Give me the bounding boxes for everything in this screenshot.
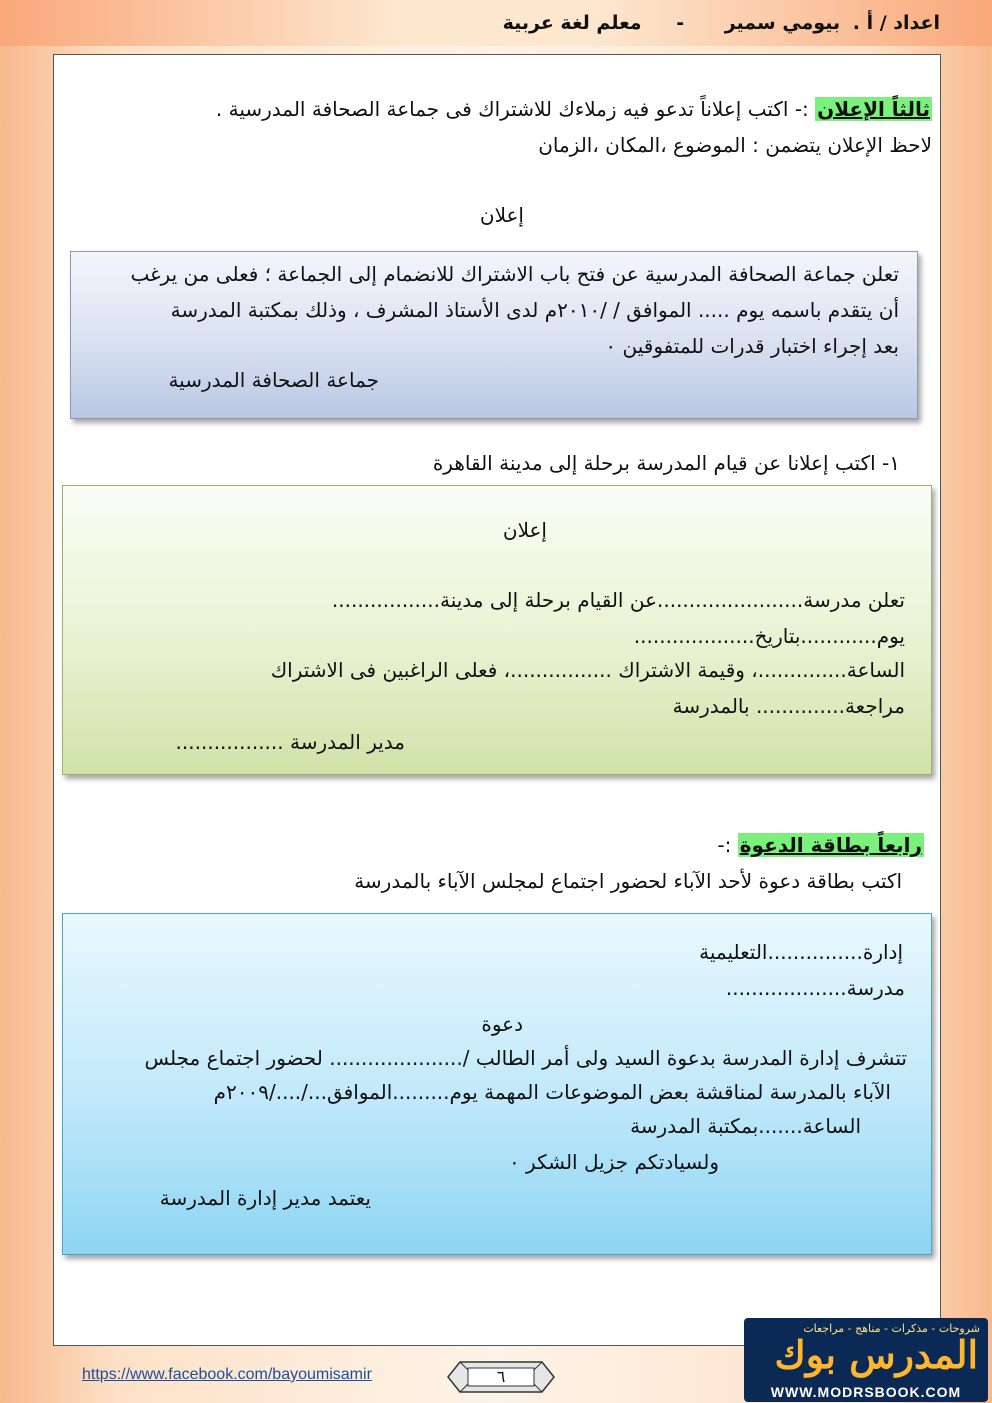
section3-instruction: اكتب إعلاناً تدعو فيه زملاءك للاشتراك فى جماعة الصحافة المدرسية . — [215, 97, 789, 121]
invitation-line-2: مدرسة................... — [725, 976, 905, 1000]
worksheet-page — [53, 54, 941, 1346]
exercise1-signature: مدير المدرسة ................. — [175, 730, 405, 754]
section3-heading: إعلان — [479, 203, 524, 227]
header-prefix: اعداد / أ . — [852, 12, 940, 34]
exercise1-line-2: يوم............بتاريخ................... — [633, 624, 905, 648]
announcement-example-box — [70, 251, 918, 419]
invitation-line-4: الآباء بالمدرسة لمناقشة بعض الموضوعات المهمة يوم.........الموافق.../..../٢٠٠٩م — [213, 1080, 891, 1104]
invitation-heading: دعوة — [481, 1012, 523, 1036]
invitation-line-5: الساعة.......بمكتبة المدرسة — [630, 1114, 861, 1138]
page-number-ribbon — [446, 1358, 556, 1396]
header-separator: - — [676, 12, 685, 34]
exercise1-instruction: ١- اكتب إعلانا عن قيام المدرسة برحلة إلى مدينة القاهرة — [432, 451, 900, 475]
box1-line-1: تعلن جماعة الصحافة المدرسية عن فتح باب الاشتراك للانضمام إلى الجماعة ؛ فعلى من يرغب — [130, 262, 899, 286]
header-name: بيومي سمير — [724, 12, 841, 34]
exercise1-line-1: تعلن مدرسة.......................عن القيام برحلة إلى مدينة................. — [331, 588, 905, 612]
modrsbook-logo — [744, 1318, 988, 1402]
header-role: معلم لغة عربية — [502, 12, 642, 34]
box1-signature: جماعة الصحافة المدرسية — [168, 368, 379, 392]
invitation-signature: يعتمد مدير إدارة المدرسة — [159, 1186, 371, 1210]
section4-title: رابعاً بطاقة الدعوة — [739, 833, 922, 857]
section4-title-suffix: :- — [717, 833, 732, 857]
logo-name: المدرس بوك — [774, 1332, 978, 1377]
box1-line-2: أن يتقدم باسمه يوم ..... الموافق / /٢٠١٠م لدى الأستاذ المشرف ، وذلك بمكتبة المدرسة — [170, 298, 899, 322]
page-number: ٦ — [496, 1367, 506, 1386]
section3-instruction-line — [216, 97, 932, 121]
section3-title-suffix: :- — [794, 97, 809, 121]
exercise1-line-4: مراجعة.............. بالمدرسة — [672, 694, 905, 718]
header-author-line — [497, 12, 940, 34]
exercise1-heading: إعلان — [502, 518, 547, 542]
section3-title: ثالثاً الإعلان — [817, 97, 930, 121]
logo-tagline: شروحات - مذكرات - مناهج - مراجعات — [803, 1322, 980, 1335]
section4-instruction: اكتب بطاقة دعوة لأحد الآباء لحضور اجتماع لمجلس الآباء بالمدرسة — [354, 869, 902, 893]
invitation-line-6: ولسيادتكم جزيل الشكر ٠ — [508, 1150, 719, 1174]
exercise1-line-3: الساعة..............، وقيمة الاشتراك ................، فعلى الراغبين فى الاشتراك — [270, 658, 905, 682]
section4-title-line — [717, 833, 924, 857]
box1-line-3: بعد إجراء اختبار قدرات للمتفوقين ٠ — [605, 334, 899, 358]
invitation-line-3: تتشرف إدارة المدرسة بدعوة السيد ولى أمر الطالب /..................... لحضور اجتماع مجلس — [144, 1046, 907, 1070]
exercise1-answer-box — [62, 485, 932, 775]
header-bar — [0, 0, 992, 46]
invitation-card-box — [62, 913, 932, 1255]
facebook-link[interactable]: https://www.facebook.com/bayoumisamir — [82, 1366, 372, 1383]
logo-url: WWW.MODRSBOOK.COM — [770, 1384, 962, 1400]
section3-note: لاحظ الإعلان يتضمن : الموضوع ،المكان ،الزمان — [538, 133, 932, 157]
invitation-line-1: إدارة...............التعليمية — [699, 940, 903, 964]
